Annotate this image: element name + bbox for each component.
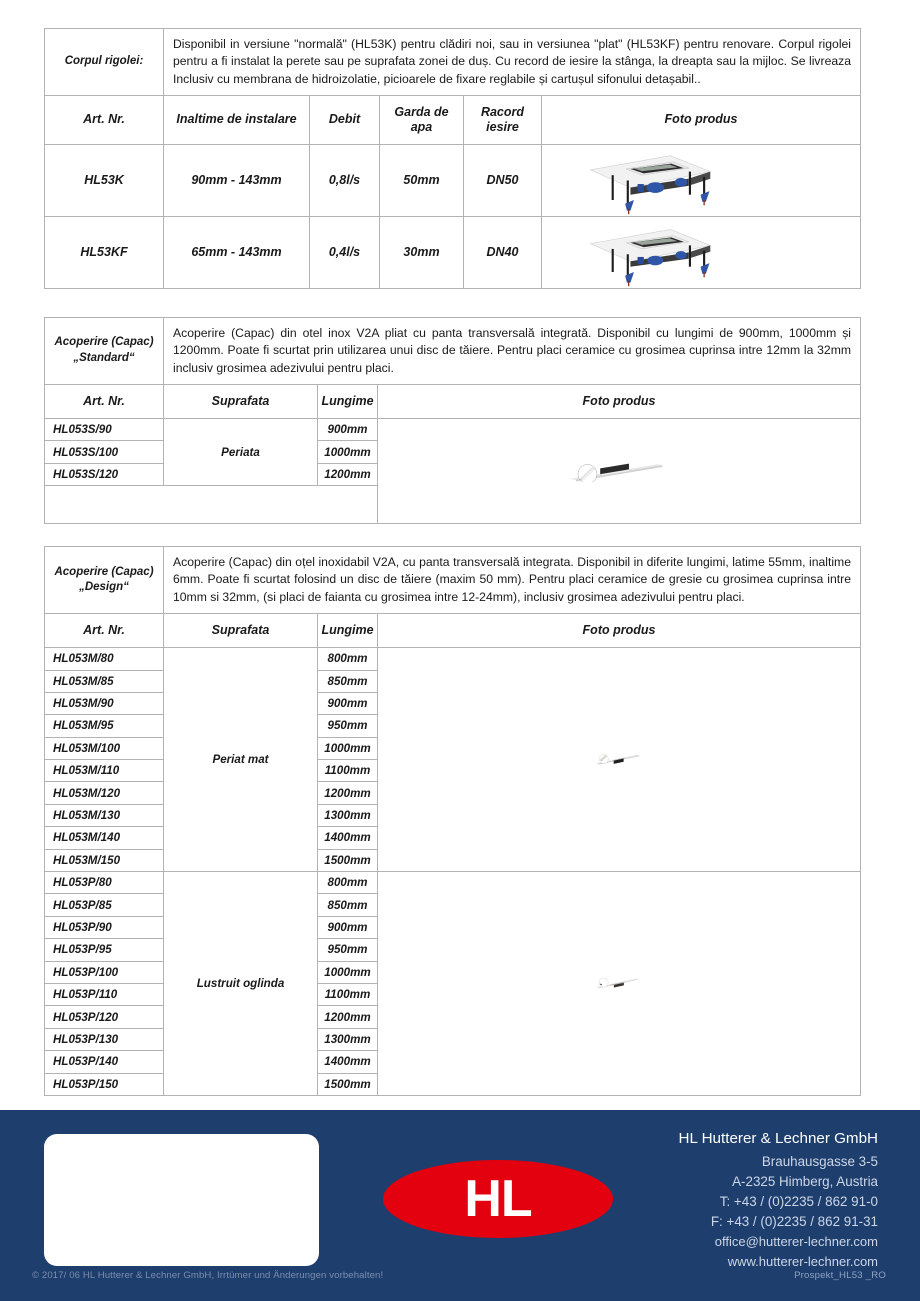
document-code: Prospekt_HL53 _RO: [794, 1270, 886, 1281]
cover-design-matt-photo: [378, 648, 861, 872]
section-label-line2: „Standard“: [73, 351, 135, 364]
cell-art-nr: HL053P/140: [45, 1051, 164, 1073]
cell-length: 950mm: [318, 939, 378, 961]
cell-length: 1000mm: [318, 961, 378, 983]
cell-art-nr: HL053M/120: [45, 782, 164, 804]
cell-flow: 0,4l/s: [310, 216, 380, 288]
hl-logo-text: HL: [464, 1170, 532, 1228]
cell-art-nr: HL053M/80: [45, 648, 164, 670]
cover-design-polished-photo: [378, 872, 861, 1096]
col-surface: Suprafata: [164, 614, 318, 648]
cell-art-nr: HL53K: [45, 144, 164, 216]
cell-length: 1100mm: [318, 983, 378, 1005]
col-length: Lungime: [318, 384, 378, 418]
cell-length: 1100mm: [318, 760, 378, 782]
cell-length: 1000mm: [318, 737, 378, 759]
section-description: Acoperire (Capac) din otel inox V2A pliat cu panta transversală integrată. Disponibil cu lungimi de 900mm, 1000mm și 1200mm. Poate fi scurtat prin utilizarea unui disc de tăiere. Pentru placi ceramice cu grosimea cuprinsa intre 12mm la 32mm inclusiv grosimea adezivului pentru placi.: [164, 317, 861, 384]
description-row: [45, 547, 861, 614]
table-cover-standard: [44, 317, 861, 524]
company-street: Brauhausgasse 3-5: [761, 1153, 878, 1169]
table-row: [45, 144, 861, 216]
cell-length: 1300mm: [318, 1028, 378, 1050]
cell-length: 1400mm: [318, 827, 378, 849]
company-website[interactable]: www.hutterer-lechner.com: [727, 1253, 878, 1269]
col-surface: Suprafata: [164, 384, 318, 418]
col-photo: Foto produs: [378, 614, 861, 648]
cell-length: 1400mm: [318, 1051, 378, 1073]
col-install-height: Inaltime de instalare: [164, 95, 310, 144]
section-label: Corpul rigolei:: [45, 29, 164, 96]
table-row: [45, 418, 861, 440]
col-length: Lungime: [318, 614, 378, 648]
footer-placeholder-box: [44, 1134, 319, 1266]
header-row: [45, 95, 861, 144]
cell-length: 1500mm: [318, 849, 378, 871]
cell-art-nr: HL053S/120: [45, 463, 164, 485]
description-row: [45, 317, 861, 384]
cell-length: 1200mm: [318, 782, 378, 804]
col-art-nr: Art. Nr.: [45, 384, 164, 418]
section-label-line1: Acoperire (Capac): [54, 565, 154, 578]
col-outlet: Racord iesire: [464, 95, 542, 144]
table-drain-body: [44, 28, 861, 289]
header-row: [45, 614, 861, 648]
cell-art-nr: HL053P/150: [45, 1073, 164, 1095]
table-row: [45, 872, 861, 894]
company-email[interactable]: office@hutterer-lechner.com: [714, 1234, 878, 1250]
copyright-notice: © 2017/ 06 HL Hutterer & Lechner GmbH, Irrtümer und Änderungen vorbehalten!: [32, 1270, 384, 1281]
col-art-nr: Art. Nr.: [45, 95, 164, 144]
cell-length: 800mm: [318, 872, 378, 894]
drain-body-flat-photo: [542, 216, 861, 288]
cell-art-nr: HL053P/110: [45, 983, 164, 1005]
cell-art-nr: HL053P/100: [45, 961, 164, 983]
table-row: [45, 216, 861, 288]
col-art-nr: Art. Nr.: [45, 614, 164, 648]
cell-outlet: DN40: [464, 216, 542, 288]
header-row: [45, 384, 861, 418]
cell-install-height: 90mm - 143mm: [164, 144, 310, 216]
cell-art-nr: HL053M/140: [45, 827, 164, 849]
cell-art-nr: HL053P/120: [45, 1006, 164, 1028]
cell-art-nr: HL053M/85: [45, 670, 164, 692]
cell-length: 850mm: [318, 894, 378, 916]
company-name: HL Hutterer & Lechner GmbH: [678, 1130, 878, 1147]
cell-length: 1200mm: [318, 463, 378, 485]
cell-length: 900mm: [318, 418, 378, 440]
section-description: Disponibil in versiune "normală" (HL53K) pentru clădiri noi, sau in versiunea "plat" (HL53KF) pentru renovare. Corpul rigolei pentru a fi instalat la perete sau pe suprafata zonei de duș. Cu record de iesire la stânga, la dreapta sau la mijloc. Se livreaza Inclusiv cu membrana de hidroizolatie, picioarele de fixare reglabile și cartușul sifonului detașabil..: [164, 29, 861, 96]
company-address-block: [679, 1128, 878, 1271]
cell-art-nr: HL053P/95: [45, 939, 164, 961]
cell-art-nr: HL053M/110: [45, 760, 164, 782]
cell-length: 800mm: [318, 648, 378, 670]
hl-logo: [383, 1160, 613, 1238]
col-photo: Foto produs: [378, 384, 861, 418]
cell-length: 850mm: [318, 670, 378, 692]
cell-surface: Lustruit oglinda: [164, 872, 318, 1096]
cell-art-nr: HL053M/90: [45, 692, 164, 714]
section-label-line2: „Design“: [79, 581, 129, 594]
cell-install-height: 65mm - 143mm: [164, 216, 310, 288]
description-row: [45, 29, 861, 96]
spacer-cell: [45, 486, 378, 524]
col-water-seal: Garda de apa: [380, 95, 464, 144]
company-fax: F: +43 / (0)2235 / 862 91-31: [710, 1214, 878, 1230]
cell-art-nr: HL053P/80: [45, 872, 164, 894]
cell-length: 900mm: [318, 916, 378, 938]
company-phone: T: +43 / (0)2235 / 862 91-0: [719, 1194, 878, 1210]
section-label-line1: Acoperire (Capac): [54, 336, 154, 349]
section-label: [45, 547, 164, 614]
cell-art-nr: HL053P/85: [45, 894, 164, 916]
cell-water-seal: 30mm: [380, 216, 464, 288]
cell-art-nr: HL53KF: [45, 216, 164, 288]
cell-length: 950mm: [318, 715, 378, 737]
cell-water-seal: 50mm: [380, 144, 464, 216]
cell-art-nr: HL053P/130: [45, 1028, 164, 1050]
table-row: [45, 648, 861, 670]
cell-length: 1200mm: [318, 1006, 378, 1028]
drain-body-standard-photo: [542, 144, 861, 216]
cell-outlet: DN50: [464, 144, 542, 216]
cell-art-nr: HL053S/100: [45, 441, 164, 463]
cell-art-nr: HL053M/100: [45, 737, 164, 759]
cell-length: 1300mm: [318, 804, 378, 826]
cell-art-nr: HL053P/90: [45, 916, 164, 938]
cell-art-nr: HL053M/95: [45, 715, 164, 737]
col-photo: Foto produs: [542, 95, 861, 144]
cell-length: 1500mm: [318, 1073, 378, 1095]
cell-art-nr: HL053M/150: [45, 849, 164, 871]
table-cover-design: [44, 546, 861, 1096]
cell-art-nr: HL053M/130: [45, 804, 164, 826]
cell-flow: 0,8l/s: [310, 144, 380, 216]
cell-surface: Periat mat: [164, 648, 318, 872]
section-label: [45, 317, 164, 384]
col-flow: Debit: [310, 95, 380, 144]
section-description: Acoperire (Capac) din oțel inoxidabil V2A, cu panta transversală integrata. Disponibil in diferite lungimi, latime 55mm, inaltime 6mm. Poate fi scurtat folosind un disc de tăiere (maxim 50 mm). Pentru placi ceramice de gresie cu grosimea cuprinsa intre 10mm si 32mm, (si placi de faianta cu grosimea intre 12-24mm), inclusiv grosimea adezivului pentru placi.: [164, 547, 861, 614]
cell-surface: Periata: [164, 418, 318, 485]
cell-art-nr: HL053S/90: [45, 418, 164, 440]
cell-length: 1000mm: [318, 441, 378, 463]
cover-standard-photo: [378, 418, 861, 523]
cell-length: 900mm: [318, 692, 378, 714]
company-city: A-2325 Himberg, Austria: [732, 1173, 878, 1189]
